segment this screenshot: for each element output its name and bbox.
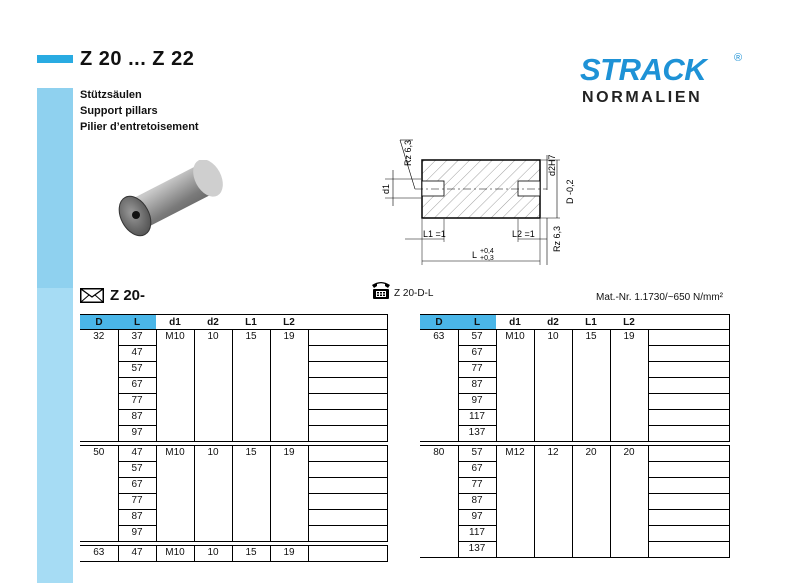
cell-extra bbox=[648, 526, 729, 542]
cell-l2 bbox=[610, 426, 648, 442]
cell-extra bbox=[648, 542, 729, 558]
cell-l2 bbox=[610, 346, 648, 362]
col-header-l1: L1 bbox=[572, 315, 610, 330]
cell-d1 bbox=[496, 362, 534, 378]
table-row bbox=[80, 478, 387, 494]
cell-l1 bbox=[232, 346, 270, 362]
cell-l2 bbox=[610, 494, 648, 510]
col-header-l2: L2 bbox=[270, 315, 308, 330]
cell-d1 bbox=[156, 494, 194, 510]
cell-l: 57 bbox=[118, 462, 156, 478]
cell-d2: 10 bbox=[194, 330, 232, 346]
cell-d: 63 bbox=[80, 546, 118, 562]
cell-l: 117 bbox=[458, 526, 496, 542]
d-label: D -0,2 bbox=[565, 179, 575, 204]
d1-label: d1 bbox=[381, 183, 391, 194]
col-header-l: L bbox=[458, 315, 496, 330]
cell-d1 bbox=[496, 410, 534, 426]
cell-extra bbox=[648, 510, 729, 526]
cell-d2 bbox=[194, 526, 232, 542]
table-row bbox=[420, 526, 729, 542]
table-row bbox=[420, 330, 729, 346]
cell-d bbox=[80, 510, 118, 526]
table-row bbox=[420, 446, 729, 462]
cell-extra bbox=[648, 362, 729, 378]
cell-l1 bbox=[232, 394, 270, 410]
cell-l: 47 bbox=[118, 346, 156, 362]
cell-d bbox=[420, 394, 458, 410]
order-code: Z 20- bbox=[110, 287, 146, 304]
phone-icon bbox=[370, 278, 392, 300]
table-row bbox=[420, 542, 729, 558]
cell-d bbox=[420, 346, 458, 362]
table-row bbox=[420, 362, 729, 378]
cell-d1: M12 bbox=[496, 446, 534, 462]
cell-l: 77 bbox=[118, 494, 156, 510]
cell-l2 bbox=[270, 494, 308, 510]
cell-l2: 19 bbox=[270, 330, 308, 346]
cell-extra bbox=[648, 346, 729, 362]
cell-l1 bbox=[232, 510, 270, 526]
cell-d1 bbox=[496, 542, 534, 558]
cell-d1 bbox=[496, 494, 534, 510]
table-row bbox=[420, 478, 729, 494]
cell-l2 bbox=[610, 410, 648, 426]
cell-d1 bbox=[156, 526, 194, 542]
cell-d1 bbox=[156, 410, 194, 426]
cell-l1 bbox=[232, 426, 270, 442]
cell-l2 bbox=[610, 526, 648, 542]
table-row bbox=[420, 462, 729, 478]
cell-d1 bbox=[496, 510, 534, 526]
cell-d2: 10 bbox=[194, 446, 232, 462]
cell-l1: 15 bbox=[572, 330, 610, 346]
cell-d1 bbox=[496, 478, 534, 494]
cell-l: 67 bbox=[118, 478, 156, 494]
cell-extra bbox=[308, 410, 387, 426]
cell-d bbox=[80, 394, 118, 410]
cell-extra bbox=[648, 394, 729, 410]
cell-d1 bbox=[156, 378, 194, 394]
cell-d2 bbox=[194, 378, 232, 394]
cell-d: 63 bbox=[420, 330, 458, 346]
cell-d1 bbox=[496, 378, 534, 394]
cell-l1 bbox=[572, 362, 610, 378]
phone-order-row bbox=[370, 278, 433, 300]
cell-l1 bbox=[572, 478, 610, 494]
technical-drawing bbox=[375, 130, 575, 275]
cell-l2 bbox=[270, 378, 308, 394]
cell-l2 bbox=[610, 378, 648, 394]
cell-l: 57 bbox=[458, 446, 496, 462]
table-row bbox=[420, 346, 729, 362]
cell-d2 bbox=[194, 410, 232, 426]
cell-d bbox=[420, 462, 458, 478]
cell-l: 87 bbox=[458, 378, 496, 394]
cell-d bbox=[420, 542, 458, 558]
l1-label: L1 =1 bbox=[423, 229, 446, 239]
material-note: Mat.-Nr. 1.1730/~650 N/mm² bbox=[596, 292, 723, 303]
cell-d1 bbox=[156, 346, 194, 362]
cell-d1: M10 bbox=[496, 330, 534, 346]
cell-l: 117 bbox=[458, 410, 496, 426]
table-row bbox=[80, 426, 387, 442]
table-row bbox=[80, 346, 387, 362]
cell-d1 bbox=[156, 362, 194, 378]
cell-d bbox=[80, 494, 118, 510]
cell-l1 bbox=[572, 542, 610, 558]
col-header-l2: L2 bbox=[610, 315, 648, 330]
table-row bbox=[80, 446, 387, 462]
cell-l1 bbox=[232, 462, 270, 478]
cell-l2 bbox=[270, 526, 308, 542]
cell-d bbox=[420, 410, 458, 426]
order-code-row bbox=[80, 287, 145, 304]
cell-d1 bbox=[496, 394, 534, 410]
cell-extra bbox=[308, 362, 387, 378]
cell-extra bbox=[648, 462, 729, 478]
cell-d bbox=[80, 346, 118, 362]
cell-extra bbox=[648, 330, 729, 346]
cell-d2 bbox=[194, 426, 232, 442]
col-header-d: D bbox=[420, 315, 458, 330]
table-row bbox=[80, 394, 387, 410]
cell-extra bbox=[308, 378, 387, 394]
cell-l2 bbox=[610, 478, 648, 494]
col-header-d: D bbox=[80, 315, 118, 330]
phone-order-code: Z 20-D-L bbox=[394, 288, 434, 299]
col-header-d2: d2 bbox=[194, 315, 232, 330]
cell-l1 bbox=[232, 410, 270, 426]
cell-l: 67 bbox=[458, 462, 496, 478]
cell-extra bbox=[308, 478, 387, 494]
cell-l2 bbox=[270, 478, 308, 494]
cell-l2 bbox=[270, 362, 308, 378]
cell-d2 bbox=[534, 494, 572, 510]
cell-extra bbox=[648, 446, 729, 462]
cell-d1 bbox=[496, 346, 534, 362]
table-row bbox=[80, 330, 387, 346]
cell-extra bbox=[308, 346, 387, 362]
cell-extra bbox=[648, 410, 729, 426]
cell-l1: 15 bbox=[232, 546, 270, 562]
cell-l1 bbox=[572, 426, 610, 442]
cell-l2 bbox=[270, 426, 308, 442]
cell-l: 67 bbox=[118, 378, 156, 394]
table-row bbox=[420, 494, 729, 510]
cell-extra bbox=[648, 494, 729, 510]
cell-l: 57 bbox=[458, 330, 496, 346]
cell-d bbox=[80, 478, 118, 494]
cell-extra bbox=[648, 478, 729, 494]
cell-l: 67 bbox=[458, 346, 496, 362]
cell-l1: 20 bbox=[572, 446, 610, 462]
cell-extra bbox=[648, 426, 729, 442]
cell-d1: M10 bbox=[156, 546, 194, 562]
cell-l: 37 bbox=[118, 330, 156, 346]
support-pillar-image bbox=[110, 160, 240, 260]
table-row bbox=[80, 410, 387, 426]
cell-l1 bbox=[572, 394, 610, 410]
rz-right-label: Rz 6,3 bbox=[552, 225, 562, 252]
cell-d bbox=[420, 378, 458, 394]
cell-l: 57 bbox=[118, 362, 156, 378]
cell-d: 32 bbox=[80, 330, 118, 346]
cell-extra bbox=[308, 526, 387, 542]
table-row bbox=[420, 410, 729, 426]
cell-d1 bbox=[156, 462, 194, 478]
cell-l: 87 bbox=[118, 510, 156, 526]
cell-l1 bbox=[572, 510, 610, 526]
table-row bbox=[420, 394, 729, 410]
logo-brand: STRACK bbox=[580, 52, 707, 87]
cell-d2 bbox=[534, 362, 572, 378]
d2-label: d2H7 bbox=[547, 154, 557, 176]
cell-d bbox=[80, 426, 118, 442]
cell-extra bbox=[648, 378, 729, 394]
cell-l2 bbox=[610, 510, 648, 526]
cell-d bbox=[420, 362, 458, 378]
cell-d2 bbox=[194, 394, 232, 410]
cell-l2: 19 bbox=[270, 446, 308, 462]
table-row bbox=[80, 546, 387, 562]
cell-d2 bbox=[534, 426, 572, 442]
cell-l: 77 bbox=[118, 394, 156, 410]
cell-l1 bbox=[232, 362, 270, 378]
col-header-blank bbox=[648, 315, 729, 330]
page-title: Z 20 ... Z 22 bbox=[80, 48, 195, 70]
l-tol-lower: +0,3 bbox=[480, 255, 494, 262]
cell-d bbox=[80, 378, 118, 394]
dimensions-table-right bbox=[420, 314, 730, 558]
cell-d bbox=[420, 510, 458, 526]
cell-d bbox=[80, 410, 118, 426]
cell-d: 50 bbox=[80, 446, 118, 462]
cell-l1 bbox=[232, 378, 270, 394]
col-header-l: L bbox=[118, 315, 156, 330]
subtitle-de: Stützsäulen bbox=[80, 89, 142, 101]
cell-l: 47 bbox=[118, 546, 156, 562]
cell-l1 bbox=[572, 526, 610, 542]
cell-l2 bbox=[270, 394, 308, 410]
envelope-icon bbox=[80, 288, 104, 303]
cell-d1 bbox=[496, 526, 534, 542]
table-row bbox=[80, 362, 387, 378]
table-row bbox=[420, 510, 729, 526]
cell-l2: 19 bbox=[270, 546, 308, 562]
cell-d2 bbox=[534, 478, 572, 494]
cell-extra bbox=[308, 446, 387, 462]
cell-d2: 10 bbox=[194, 546, 232, 562]
table-row bbox=[420, 426, 729, 442]
table-row bbox=[80, 378, 387, 394]
cell-l: 77 bbox=[458, 362, 496, 378]
cell-d2 bbox=[534, 526, 572, 542]
cell-extra bbox=[308, 462, 387, 478]
cell-extra bbox=[308, 426, 387, 442]
col-header-l1: L1 bbox=[232, 315, 270, 330]
cell-d bbox=[420, 494, 458, 510]
cell-l1 bbox=[232, 526, 270, 542]
cell-l1 bbox=[572, 462, 610, 478]
cell-l: 77 bbox=[458, 478, 496, 494]
cell-extra bbox=[308, 330, 387, 346]
col-header-d1: d1 bbox=[156, 315, 194, 330]
subtitle-block bbox=[80, 87, 199, 135]
l2-label: L2 =1 bbox=[512, 229, 535, 239]
cell-l2: 20 bbox=[610, 446, 648, 462]
cell-l: 137 bbox=[458, 426, 496, 442]
cell-d2 bbox=[534, 394, 572, 410]
cell-d2 bbox=[194, 478, 232, 494]
cell-d1 bbox=[156, 426, 194, 442]
rz-top-label: Rz 6,3 bbox=[403, 139, 413, 166]
table-row bbox=[80, 494, 387, 510]
cell-d2 bbox=[534, 346, 572, 362]
cell-l1: 15 bbox=[232, 330, 270, 346]
cell-l: 47 bbox=[118, 446, 156, 462]
cell-d2 bbox=[534, 410, 572, 426]
table-row bbox=[420, 378, 729, 394]
cell-d bbox=[420, 478, 458, 494]
cell-l1 bbox=[572, 346, 610, 362]
cell-d2 bbox=[194, 510, 232, 526]
table-row bbox=[80, 462, 387, 478]
cell-d1 bbox=[496, 426, 534, 442]
dimensions-table-left bbox=[80, 314, 388, 562]
cell-d bbox=[80, 526, 118, 542]
cell-extra bbox=[308, 546, 387, 562]
cell-d1 bbox=[156, 478, 194, 494]
cell-d2 bbox=[194, 462, 232, 478]
cell-l1 bbox=[572, 410, 610, 426]
side-band-top bbox=[37, 88, 73, 288]
cell-d2 bbox=[194, 346, 232, 362]
cell-d1 bbox=[156, 394, 194, 410]
cell-d bbox=[80, 462, 118, 478]
cell-d2 bbox=[534, 510, 572, 526]
cell-d2: 10 bbox=[534, 330, 572, 346]
cell-l: 137 bbox=[458, 542, 496, 558]
col-header-blank bbox=[308, 315, 387, 330]
cell-d1 bbox=[496, 462, 534, 478]
cell-l2 bbox=[610, 462, 648, 478]
cell-d1: M10 bbox=[156, 330, 194, 346]
cell-d bbox=[420, 426, 458, 442]
table-header-row bbox=[420, 315, 729, 330]
cell-d1: M10 bbox=[156, 446, 194, 462]
cell-l2 bbox=[270, 346, 308, 362]
cell-extra bbox=[308, 494, 387, 510]
cell-d2 bbox=[534, 542, 572, 558]
cell-l2 bbox=[610, 542, 648, 558]
cell-d2 bbox=[194, 494, 232, 510]
cell-d bbox=[80, 362, 118, 378]
accent-bar bbox=[37, 55, 73, 63]
table-row bbox=[80, 510, 387, 526]
cell-l: 97 bbox=[458, 394, 496, 410]
cell-l2 bbox=[270, 410, 308, 426]
strack-logo bbox=[580, 52, 743, 106]
cell-l2 bbox=[270, 510, 308, 526]
cell-l2 bbox=[270, 462, 308, 478]
cell-l1 bbox=[232, 478, 270, 494]
cell-extra bbox=[308, 510, 387, 526]
cell-extra bbox=[308, 394, 387, 410]
cell-l: 97 bbox=[118, 426, 156, 442]
cell-d2 bbox=[194, 362, 232, 378]
table-row bbox=[80, 526, 387, 542]
table-header-row bbox=[80, 315, 387, 330]
logo-subtitle: NORMALIEN bbox=[582, 89, 703, 106]
cell-d bbox=[420, 526, 458, 542]
cell-d1 bbox=[156, 510, 194, 526]
l-tol-upper: +0,4 bbox=[480, 248, 494, 255]
col-header-d1: d1 bbox=[496, 315, 534, 330]
cell-l2 bbox=[610, 394, 648, 410]
col-header-d2: d2 bbox=[534, 315, 572, 330]
cell-l2 bbox=[610, 362, 648, 378]
subtitle-en: Support pillars bbox=[80, 105, 158, 117]
cell-l1 bbox=[572, 378, 610, 394]
l-label: L bbox=[472, 250, 478, 260]
cell-l2: 19 bbox=[610, 330, 648, 346]
cell-d2: 12 bbox=[534, 446, 572, 462]
subtitle-fr: Pilier d’entretoisement bbox=[80, 121, 199, 133]
cell-d2 bbox=[534, 378, 572, 394]
cell-l1 bbox=[232, 494, 270, 510]
cell-d: 80 bbox=[420, 446, 458, 462]
cell-l: 87 bbox=[458, 494, 496, 510]
cell-d2 bbox=[534, 462, 572, 478]
cell-l1: 15 bbox=[232, 446, 270, 462]
cell-l: 97 bbox=[118, 526, 156, 542]
cell-l1 bbox=[572, 494, 610, 510]
cell-l: 97 bbox=[458, 510, 496, 526]
logo-registered: ® bbox=[734, 52, 743, 64]
cell-l: 87 bbox=[118, 410, 156, 426]
